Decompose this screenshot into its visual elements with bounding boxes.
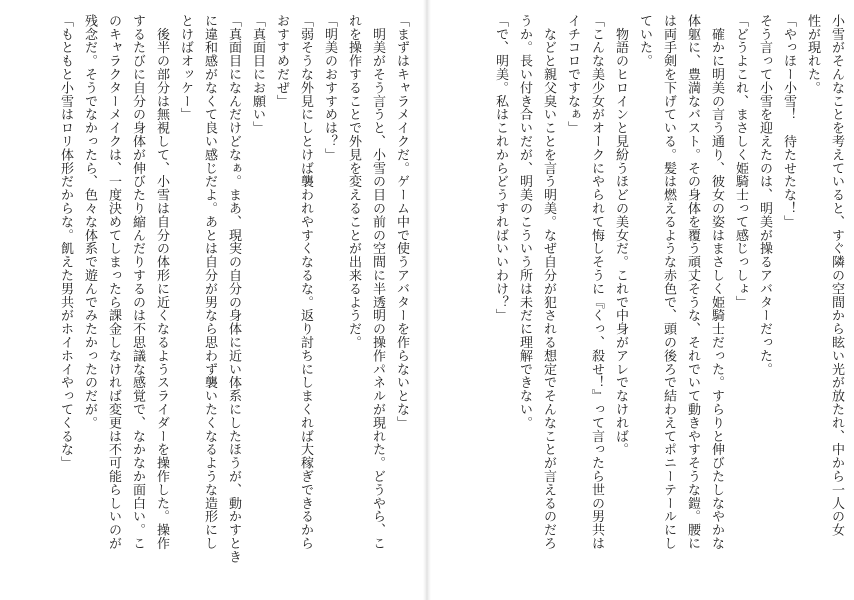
right-page-text bbox=[488, 14, 848, 594]
left-page-line: 残念だ。そうでなかったら、色々な体系で遊んでみたかったのだが。 bbox=[82, 14, 97, 430]
left-page-line: するたびに自分の身体が伸びたり縮んだりするのは不思議な感覚で、なかなか面白い。こ bbox=[130, 14, 145, 550]
left-page-line: に違和感がなくて良い感じだよ。あとは自分が男なら思わず襲いたくなるような造形にし bbox=[202, 14, 217, 550]
left-page-line: 「真面目にお願い」 bbox=[250, 14, 265, 135]
right-page-line: イチコロですなぁ」 bbox=[565, 14, 580, 135]
left-page-line: 「明美のおすすめは？」 bbox=[322, 14, 337, 162]
right-page-line: 「どうよこれ、まさしく姫騎士って感じっしょ」 bbox=[733, 14, 748, 309]
right-page-line: 「で、明美。私はこれからどうすればいいわけ？」 bbox=[493, 14, 508, 323]
left-page-line: 明美がそう言うと、小雪の目の前の空間に半透明の操作パネルが現れた。どうやら、こ bbox=[370, 14, 385, 550]
right-page-line: などと親父臭いことを言う明美。なぜ自分が犯される想定でそんなことが言えるのだろ bbox=[541, 14, 556, 550]
right-page-line: そう言って小雪を迎えたのは、明美が操るアバターだった。 bbox=[757, 14, 772, 376]
left-page-line: のキャラクターメイクは、一度決めてしまったら課金しなければ変更は不可能らしいのが bbox=[106, 14, 121, 550]
right-page-line: ていた。 bbox=[637, 14, 652, 68]
right-page-line: 「こんな美少女がオークにやられて悔しそうに『くっ、殺せ！』って言ったら世の男共は bbox=[589, 14, 604, 550]
right-page-line: 体躯に、豊満なバスト。その身体を覆う頑丈そうな、それでいて動きやすそうな鎧。腰に bbox=[685, 14, 700, 550]
right-page bbox=[427, 0, 854, 600]
left-page-line: おすすめだぜ」 bbox=[274, 14, 289, 108]
right-page-line: は両手剣を下げている。髪は燃えるような赤色で、頭の後ろで結わえてポニーテールにし bbox=[661, 14, 676, 550]
left-page-line: 「もともと小雪はロリ体形だからな。飢えた男共がホイホイやってくるな」 bbox=[58, 14, 73, 470]
left-page-text bbox=[53, 14, 413, 594]
right-page-line: 性が現れた。 bbox=[805, 14, 820, 95]
left-page-line: とけばオッケー」 bbox=[178, 14, 193, 122]
left-page-line: 「弱そうな外見にしとけば襲われやすくなるな。返り討ちにしまくれば大稼ぎできるから bbox=[298, 14, 313, 550]
left-page-line: 「真面目になんだけどなぁ。まあ、現実の自分の身体に近い体系にしたほうが、動かすとき bbox=[226, 14, 241, 564]
right-page-line: 「やっほー小雪！ 待たせたな！」 bbox=[781, 14, 796, 229]
left-page-line: 「まずはキャラメイクだ。ゲーム中で使うアバターを作らないとな」 bbox=[394, 14, 409, 430]
left-page-line: れを操作することで外見を変えることが出来るようだ。 bbox=[346, 14, 361, 349]
right-page-line: 物語のヒロインと見紛うほどの美女だ。これで中身がアレでなければ。 bbox=[613, 14, 628, 457]
left-page-line: 後半の部分は無視して、小雪は自分の体形に近くなるようスライダーを操作した。操作 bbox=[154, 14, 169, 550]
right-page-line: 確かに明美の言う通り、彼女の姿はまさしく姫騎士だった。すらりと伸びたしなやかな bbox=[709, 14, 724, 550]
right-page-line: うか。長い付き合いだが、明美のこういう所は未だに理解できない。 bbox=[517, 14, 532, 430]
right-page-line: 小雪がそんなことを考えていると、すぐ隣の空間から眩い光が放たれ、中から一人の女 bbox=[829, 14, 844, 537]
